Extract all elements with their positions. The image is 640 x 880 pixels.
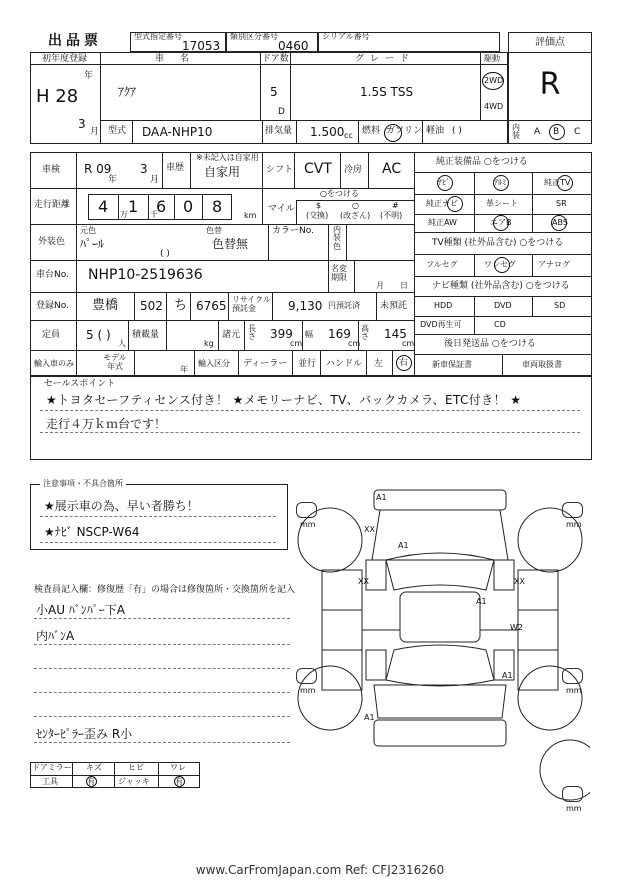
mile-label: マイル <box>268 204 295 214</box>
recycle-not: 未預託 <box>380 301 408 311</box>
damage-rear-bumper-a1: A1 <box>364 713 375 722</box>
tools-jack-label: ジャッキ <box>118 777 150 786</box>
tools-jack-has: 有 <box>175 777 183 786</box>
hei-value: 145 <box>384 327 407 341</box>
damage-left-side-xx: XX <box>358 577 369 586</box>
load-label: 積載量 <box>132 330 160 340</box>
bracket-fl-r <box>306 502 317 518</box>
chassis-label: 車台No. <box>36 270 69 280</box>
light-oil-paren: ( ) <box>452 126 462 136</box>
mileage-label: 走行距離 <box>34 200 71 210</box>
ac-label: 冷房 <box>344 165 363 175</box>
chassis-value: NHP10-2519636 <box>88 267 203 283</box>
namechange-day: 日 <box>400 281 408 290</box>
equip-r3-abs: ABS <box>552 218 568 227</box>
meter-opt-exchange-mark: $ <box>316 201 322 210</box>
history-note: ※未記入は自家用 <box>196 153 259 162</box>
meter-opt-unknown-mark: # <box>392 201 399 210</box>
import-label: 輸入車のみ <box>34 359 74 368</box>
notes-label: 注意事項・不具合箇所 <box>40 480 126 488</box>
meter-opt-unknown: (不明) <box>380 211 403 220</box>
meter-opt-tamper: (改ざん) <box>340 211 371 220</box>
damage-right-side-xx: XX <box>514 577 525 586</box>
tv-analog: アナログ <box>538 260 570 269</box>
inspector-line-3: ｾﾝﾀｰﾋﾟﾗｰ歪み R小 <box>36 727 133 741</box>
disp-unit: cc <box>344 131 353 140</box>
dealer-label: ディーラー <box>243 359 288 369</box>
roof <box>400 592 480 642</box>
hei-label: 高さ <box>361 324 369 341</box>
wid-value: 169 <box>328 327 351 341</box>
car-name-label: 車名 <box>154 54 206 64</box>
front-pillar-left <box>366 560 386 590</box>
tv-type-label: TV種類 (社外品含む) ○をつける <box>432 238 564 248</box>
handle-label: ハンドル <box>326 359 363 369</box>
handle-left: 左 <box>374 359 384 369</box>
shift-value: CVT <box>304 161 332 177</box>
meter-opt-exchange: (交換) <box>306 211 329 220</box>
doors-value: 5 <box>270 85 278 99</box>
doors-label: ドア数 <box>262 54 289 64</box>
odo-digit-1: 4 <box>98 197 109 216</box>
color-paren: ( ) <box>160 249 170 259</box>
notes-box <box>30 484 288 550</box>
interior-c: C <box>574 127 581 137</box>
mm-rl: mm <box>300 686 316 695</box>
first-reg-year: H 28 <box>36 86 79 107</box>
navi-type-label: ナビ種類 (社外品含む) ○をつける <box>432 281 570 291</box>
month-unit: 月 <box>90 127 100 137</box>
equip-r3-airbag: エアB <box>490 218 512 227</box>
sales-line-1: ★トヨタセーフティセンス付き！ ★メモリーナビ、TV、バックカメラ、ETC付き！ ★ <box>46 393 522 407</box>
inspector-line-2: 内ﾊﾞﾝA <box>36 629 75 643</box>
later-manual: 車両取扱書 <box>522 360 562 369</box>
odo-man: 万 <box>120 210 128 219</box>
type-value: DAA-NHP10 <box>142 125 213 139</box>
bracket-spare-r <box>572 786 583 802</box>
equip-r3-aw: 純正AW <box>428 218 457 227</box>
tools-tool-label: 工具 <box>42 777 58 786</box>
damage-front-bumper-a1: A1 <box>376 493 387 502</box>
inspect-month: 3 <box>140 162 148 176</box>
doors-d: D <box>278 107 285 117</box>
equip-r1-alumi: ｱﾙﾐ <box>494 178 506 187</box>
tools-door-mirror: ドアミラー <box>32 763 72 772</box>
equip-r1-navi: ﾅﾋﾞ <box>438 178 450 187</box>
color-label: 外装色 <box>38 237 66 247</box>
light-oil-label: 軽油 <box>426 126 445 136</box>
reg-area: 豊橋 <box>92 298 119 313</box>
odo-digit-2: 1 <box>128 197 139 216</box>
meter-opt-tamper-mark: ○ <box>352 201 359 210</box>
first-reg-month: 3 <box>78 117 86 131</box>
navi-cd: CD <box>494 320 506 329</box>
trunk <box>374 685 506 718</box>
grade-label: グレード <box>354 54 416 64</box>
reg-num: 6765 <box>196 299 227 313</box>
equip-r1-tv: 純正TV <box>544 178 571 187</box>
inspect-month-unit: 月 <box>150 175 160 185</box>
len-label: 長さ <box>248 324 256 341</box>
tv-fullseg: フルセグ <box>426 260 458 269</box>
windshield <box>386 553 494 590</box>
drive-4wd: 4WD <box>484 102 504 111</box>
namechange-month: 月 <box>376 281 384 290</box>
footer-watermark: www.CarFromJapan.com Ref: CFJ2316260 <box>195 863 445 877</box>
tv-oneseg: ワンセグ <box>484 260 516 269</box>
color-paint-label: 色替 <box>206 226 222 235</box>
equip-r2-leather: 革シート <box>486 199 518 208</box>
tools-break: ワレ <box>170 763 186 772</box>
tools-scratch: キズ <box>86 763 102 772</box>
equip-r2-navi: 純正ナビ <box>426 199 458 208</box>
parallel-label: 並行 <box>298 359 317 369</box>
color-paint: 色替無 <box>212 237 249 251</box>
history-label: 車歴 <box>166 163 185 173</box>
mm-rr: mm <box>566 686 582 695</box>
form-title: 出品票 <box>48 33 102 49</box>
navi-sd: SD <box>554 301 566 310</box>
fuel-label: 燃料 <box>362 126 381 136</box>
front-bumper <box>374 490 506 510</box>
year-unit: 年 <box>84 71 94 81</box>
mm-spare: mm <box>566 804 582 813</box>
handle-right: 右 <box>399 358 409 368</box>
mm-fr: mm <box>566 520 582 529</box>
equip-std-label: 純正装備品 ○をつける <box>436 157 528 167</box>
recycle-unit: 円預託済 <box>328 301 360 310</box>
odo-digit-4: 0 <box>183 197 194 216</box>
reg-kana: ち <box>174 298 188 313</box>
disp-value: 1.500 <box>310 125 345 139</box>
inspect-label: 車検 <box>42 165 61 175</box>
class-num-label: 類別区分番号 <box>230 32 278 41</box>
later-label: 後日発送品 ○をつける <box>444 339 536 349</box>
grade-value: 1.5S TSS <box>360 85 414 99</box>
wid-unit: cm <box>348 339 361 348</box>
shift-label: シフト <box>266 165 294 175</box>
fuel-value: ガソリン <box>386 126 423 136</box>
damage-hood-a1: A1 <box>398 541 409 550</box>
reg-class: 502 <box>140 299 163 313</box>
inspector-label: 検査員記入欄：修復歴「有」の場合は修復箇所・交換箇所を記入 <box>34 585 296 595</box>
load-unit: kg <box>204 339 214 348</box>
body-left <box>322 570 362 690</box>
inspect-year-unit: 年 <box>108 175 118 185</box>
len-value: 399 <box>270 327 293 341</box>
model-year-unit: 年 <box>180 365 188 374</box>
odo-digit-5: 8 <box>212 197 223 216</box>
dim-label: 諸元 <box>222 330 241 340</box>
tools-tool-has: 有 <box>87 777 95 786</box>
damage-right-front-a1: A1 <box>476 597 487 606</box>
rear-window <box>386 645 494 686</box>
model-cert-value: 17053 <box>182 39 221 53</box>
inspect-r: R 09 <box>84 162 112 176</box>
notes-line-2: ★ﾅﾋﾞ NSCP-W64 <box>44 525 140 539</box>
damage-right-wheel-a1: A1 <box>502 671 513 680</box>
first-reg-label: 初年度登録 <box>42 54 88 64</box>
hei-unit: cm <box>402 339 415 348</box>
notes-line-1: ★展示車の為、早い者勝ち！ <box>44 499 199 513</box>
history-value: 自家用 <box>204 165 241 179</box>
car-name: ｱｸｱ <box>118 85 137 99</box>
int-color-label: 内装色 <box>333 225 341 251</box>
sales-line-2: 走行４万ｋｍ台です！ <box>46 417 167 431</box>
damage-front-left-xx: XX <box>364 525 375 534</box>
namechange-label: 名変期限 <box>331 264 347 282</box>
bracket-rr-r <box>572 668 583 684</box>
rear-pillar-left <box>366 650 386 680</box>
rear-bumper <box>374 720 506 746</box>
type-label: 型式 <box>108 126 127 136</box>
navi-dvd-play: DVD再生可 <box>420 320 462 329</box>
reg-label: 登録No. <box>36 301 69 311</box>
ac-value: AC <box>382 161 402 177</box>
bracket-rl-r <box>306 668 317 684</box>
later-warranty: 新車保証書 <box>432 360 472 369</box>
front-pillar-right <box>494 560 514 590</box>
body-right <box>518 570 558 690</box>
navi-hdd: HDD <box>434 301 453 310</box>
meter-opts-label: ○をつける <box>320 189 359 198</box>
color-no-label: カラーNo. <box>272 226 314 236</box>
drive-2wd: 2WD <box>484 76 504 85</box>
odo-digit-3: 6 <box>156 197 167 216</box>
model-cert-label: 型式指定番号 <box>134 32 182 41</box>
interior-b: B <box>553 127 560 137</box>
model-year-label: モデル年式 <box>103 353 127 371</box>
score-label: 評価点 <box>535 37 565 48</box>
tools-crack: ヒビ <box>128 763 144 772</box>
disp-label: 排気量 <box>265 126 293 136</box>
capacity-unit: 人 <box>118 339 126 348</box>
car-diagram <box>290 480 590 810</box>
class-num-value: 0460 <box>278 39 309 53</box>
capacity-value: 5 ( ) <box>86 328 111 342</box>
odo-sen: 千 <box>150 210 158 219</box>
interior-a: A <box>534 127 541 137</box>
import-class-label: 輸入区分 <box>198 359 230 368</box>
mm-fl: mm <box>300 520 316 529</box>
sales-label: セールスポイント <box>44 379 116 389</box>
serial-label: シリアル番号 <box>322 32 370 41</box>
bracket-fr-r <box>572 502 583 518</box>
recycle-label: リサイクル預託金 <box>232 295 271 313</box>
drive-label: 駆動 <box>484 54 500 63</box>
damage-right-rear-w2: W2 <box>510 623 523 632</box>
recycle-value: 9,130 <box>288 299 323 313</box>
len-unit: cm <box>290 339 303 348</box>
color-orig: ﾊﾟｰﾙ <box>80 237 105 251</box>
color-orig-label: 元色 <box>80 226 96 235</box>
score-value: R <box>539 67 561 102</box>
navi-dvd: DVD <box>494 301 512 310</box>
capacity-label: 定員 <box>42 330 61 340</box>
equip-r2-sr: SR <box>556 199 567 208</box>
odo-km: km <box>244 211 257 220</box>
interior-label: 内装 <box>512 123 520 140</box>
inspector-line-1: 小AU ﾊﾞﾝﾊﾟｰ下A <box>36 603 126 617</box>
wid-label: 幅 <box>305 330 313 339</box>
